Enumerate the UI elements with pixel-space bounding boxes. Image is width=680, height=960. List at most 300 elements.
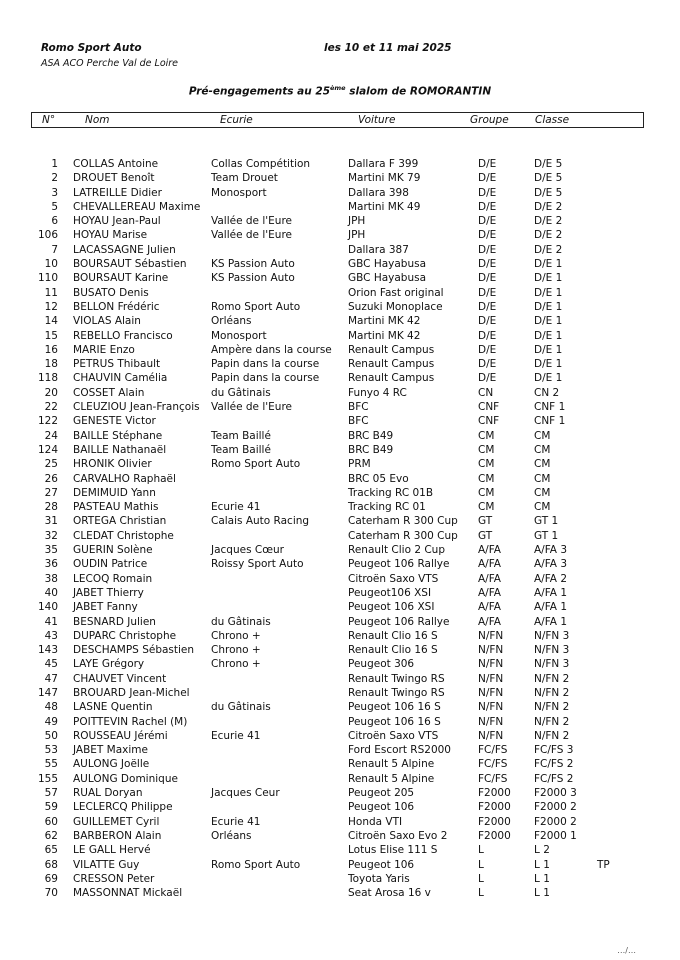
group-code: A/FA (478, 572, 501, 585)
car-name: Lotus Elise 111 S (348, 844, 438, 857)
driver-name: MARIE Enzo (73, 343, 135, 356)
team-name: du Gâtinais (211, 615, 271, 628)
driver-name: BESNARD Julien (73, 615, 156, 628)
class-code: D/E 2 (534, 243, 563, 256)
driver-name: BOURSAUT Karine (73, 272, 169, 285)
group-code: A/FA (478, 586, 501, 599)
table-row (0, 886, 680, 900)
class-code: D/E 1 (534, 286, 563, 299)
group-code: GT (478, 515, 493, 528)
car-name: Caterham R 300 Cup (348, 529, 458, 542)
car-name: Peugeot 106 16 S (348, 701, 441, 714)
table-row (0, 743, 680, 757)
driver-name: CLEUZIOU Jean-François (73, 401, 200, 414)
team-name: Orléans (211, 829, 252, 842)
entry-number: 3 (51, 186, 58, 199)
car-name: Peugeot 205 (348, 787, 415, 800)
car-name: BRC 05 Evo (348, 472, 409, 485)
driver-name: LACASSAGNE Julien (73, 243, 176, 256)
car-name: JPH (348, 215, 366, 228)
car-name: Honda VTI (348, 815, 403, 828)
group-code: L (478, 872, 484, 885)
car-name: Peugeot 106 (348, 801, 415, 814)
driver-name: JABET Thierry (73, 586, 144, 599)
team-name: Team Baillé (211, 443, 271, 456)
team-name: Orléans (211, 315, 252, 328)
car-name: Seat Arosa 16 v (348, 887, 431, 900)
class-code: CNF 1 (534, 415, 566, 428)
entry-number: 122 (37, 415, 58, 428)
class-code: F2000 2 (534, 801, 577, 814)
group-code: D/E (478, 243, 497, 256)
driver-name: BELLON Frédéric (73, 300, 160, 313)
driver-name: MASSONNAT Mickaël (73, 887, 183, 900)
entry-number: 45 (44, 658, 58, 671)
group-code: CM (478, 429, 495, 442)
class-code: D/E 1 (534, 358, 563, 371)
entry-number: 22 (44, 401, 58, 414)
entry-number: 124 (37, 443, 58, 456)
table-row (0, 843, 680, 857)
driver-name: BROUARD Jean-Michel (73, 686, 190, 699)
group-code: D/E (478, 272, 497, 285)
entry-list (0, 157, 680, 900)
class-code: N/FN 2 (534, 729, 570, 742)
driver-name: LATREILLE Didier (73, 186, 162, 199)
entry-number: 65 (44, 844, 58, 857)
table-row (0, 429, 680, 443)
group-code: N/FN (478, 729, 504, 742)
class-code: D/E 1 (534, 329, 563, 342)
group-code: A/FA (478, 558, 501, 571)
table-row (0, 858, 680, 872)
team-name: Romo Sport Auto (211, 858, 301, 871)
group-code: D/E (478, 258, 497, 271)
class-code: CM (534, 429, 551, 442)
team-name: Ampère dans la course (211, 343, 332, 356)
table-row (0, 686, 680, 700)
column-header-no: N° (42, 114, 56, 126)
class-code: D/E 2 (534, 215, 563, 228)
class-code: D/E 1 (534, 300, 563, 313)
driver-name: ROUSSEAU Jérémi (73, 729, 168, 742)
driver-name: CLEDAT Christophe (73, 529, 174, 542)
class-code: N/FN 2 (534, 672, 570, 685)
class-code: N/FN 3 (534, 644, 570, 657)
table-row (0, 629, 680, 643)
team-name: Roissy Sport Auto (211, 558, 304, 571)
class-code: D/E 1 (534, 343, 563, 356)
car-name: Renault 5 Alpine (348, 772, 435, 785)
driver-name: BAILLE Stéphane (73, 429, 163, 442)
class-code: D/E 1 (534, 258, 563, 271)
class-code: D/E 5 (534, 158, 563, 170)
group-code: D/E (478, 229, 497, 242)
entry-number: 36 (44, 558, 58, 571)
entry-number: 27 (44, 486, 58, 499)
driver-name: CARVALHO Raphaël (73, 472, 176, 485)
team-name: Ecurie 41 (211, 501, 261, 514)
group-code: D/E (478, 315, 497, 328)
driver-name: RUAL Doryan (73, 787, 143, 800)
driver-name: CHAUVET Vincent (73, 672, 167, 685)
driver-name: JABET Maxime (73, 744, 148, 757)
driver-name: PETRUS Thibault (73, 358, 161, 371)
entry-number: 10 (44, 258, 58, 271)
entry-number: 70 (44, 887, 58, 900)
entry-number: 143 (37, 644, 58, 657)
car-name: Orion Fast original (348, 286, 444, 299)
group-code: D/E (478, 358, 497, 371)
table-row (0, 457, 680, 471)
entry-number: 106 (37, 229, 58, 242)
car-name: BFC (348, 415, 369, 428)
table-row (0, 186, 680, 200)
team-name: du Gâtinais (211, 701, 271, 714)
table-row (0, 786, 680, 800)
driver-name: COLLAS Antoine (73, 158, 159, 170)
table-row (0, 371, 680, 385)
driver-name: CHEVALLEREAU Maxime (73, 200, 201, 213)
group-code: CM (478, 472, 495, 485)
class-code: N/FN 2 (534, 686, 570, 699)
group-code: CM (478, 458, 495, 471)
team-name: Chrono + (211, 658, 261, 671)
driver-name: LE GALL Hervé (73, 844, 151, 857)
group-code: D/E (478, 200, 497, 213)
group-code: D/E (478, 172, 497, 185)
car-name: Peugeot 106 16 S (348, 715, 441, 728)
class-code: GT 1 (534, 529, 559, 542)
class-code: CNF 1 (534, 401, 566, 414)
class-code: N/FN 2 (534, 715, 570, 728)
group-code: D/E (478, 158, 497, 170)
team-name: Romo Sport Auto (211, 458, 301, 471)
entry-number: 32 (44, 529, 58, 542)
team-name: Papin dans la course (211, 358, 320, 371)
car-name: Citroën Saxo VTS (348, 572, 439, 585)
class-code: A/FA 1 (534, 615, 567, 628)
table-row (0, 829, 680, 843)
car-name: Tracking RC 01 (348, 501, 426, 514)
team-name: Vallée de l'Eure (211, 229, 292, 242)
driver-name: PASTEAU Mathis (73, 501, 159, 514)
entry-number: 118 (37, 372, 58, 385)
group-code: D/E (478, 343, 497, 356)
entry-number: 55 (44, 758, 58, 771)
driver-name: GUILLEMET Cyril (73, 815, 160, 828)
class-code: GT 1 (534, 515, 559, 528)
class-code: A/FA 2 (534, 572, 567, 585)
group-code: CM (478, 501, 495, 514)
car-name: BFC (348, 401, 369, 414)
class-code: D/E 5 (534, 172, 563, 185)
group-code: A/FA (478, 615, 501, 628)
table-row (0, 500, 680, 514)
driver-name: HOYAU Jean-Paul (73, 215, 161, 228)
group-code: CN (478, 386, 494, 399)
group-code: D/E (478, 329, 497, 342)
table-row (0, 700, 680, 714)
table-row (0, 543, 680, 557)
table-row (0, 329, 680, 343)
group-code: F2000 (478, 787, 511, 800)
document-title (0, 84, 680, 98)
car-name: GBC Hayabusa (348, 258, 427, 271)
table-row (0, 286, 680, 300)
entry-number: 59 (44, 801, 58, 814)
entry-number: 35 (44, 544, 58, 557)
class-code: CM (534, 458, 551, 471)
entry-number: 57 (44, 787, 58, 800)
class-code: D/E 2 (534, 229, 563, 242)
car-name: Funyo 4 RC (348, 386, 407, 399)
entry-number: 2 (51, 172, 58, 185)
driver-name: GUERIN Solène (73, 544, 153, 557)
table-row (0, 757, 680, 771)
table-row (0, 529, 680, 543)
entry-number: 155 (37, 772, 58, 785)
entry-number: 15 (44, 329, 58, 342)
table-row (0, 486, 680, 500)
car-name: Renault 5 Alpine (348, 758, 435, 771)
car-name: Martini MK 42 (348, 329, 421, 342)
entry-number: 31 (44, 515, 58, 528)
group-code: D/E (478, 186, 497, 199)
driver-name: BAILLE Nathanaël (73, 443, 167, 456)
car-name: JPH (348, 229, 366, 242)
driver-name: LAYE Grégory (73, 658, 145, 671)
driver-name: BOURSAUT Sébastien (73, 258, 187, 271)
car-name: Martini MK 42 (348, 315, 421, 328)
table-row (0, 572, 680, 586)
class-code: FC/FS 2 (534, 758, 574, 771)
driver-name: CHAUVIN Camélia (73, 372, 168, 385)
car-name: Renault Twingo RS (348, 686, 445, 699)
class-code: A/FA 1 (534, 586, 567, 599)
club-name: Romo Sport Auto (41, 42, 142, 54)
table-row (0, 243, 680, 257)
table-row (0, 472, 680, 486)
entry-number: 110 (37, 272, 58, 285)
class-code: D/E 2 (534, 200, 563, 213)
team-name: Vallée de l'Eure (211, 215, 292, 228)
table-row (0, 443, 680, 457)
class-code: N/FN 2 (534, 701, 570, 714)
table-row (0, 643, 680, 657)
table-row (0, 586, 680, 600)
driver-name: AULONG Dominique (73, 772, 178, 785)
group-code: F2000 (478, 815, 511, 828)
table-row (0, 729, 680, 743)
car-name: Citroën Saxo Evo 2 (348, 829, 448, 842)
team-name: Calais Auto Racing (211, 515, 310, 528)
entry-number: 41 (44, 615, 58, 628)
group-code: F2000 (478, 829, 511, 842)
table-row (0, 800, 680, 814)
class-code: F2000 2 (534, 815, 577, 828)
title-after: slalom de ROMORANTIN (345, 85, 492, 98)
group-code: GT (478, 529, 493, 542)
class-code: L 1 (534, 858, 550, 871)
class-code: D/E 1 (534, 272, 563, 285)
title-sup: ème (330, 84, 346, 92)
team-name: Jacques Ceur (211, 787, 280, 800)
entry-number: 12 (44, 300, 58, 313)
team-name: KS Passion Auto (211, 272, 295, 285)
team-name: Ecurie 41 (211, 815, 261, 828)
class-code: L 1 (534, 872, 550, 885)
column-header-ecurie: Ecurie (220, 114, 253, 126)
driver-name: BUSATO Denis (73, 286, 149, 299)
entry-number: 16 (44, 343, 58, 356)
entry-number: 47 (44, 672, 58, 685)
class-code: FC/FS 2 (534, 772, 574, 785)
team-name: KS Passion Auto (211, 258, 295, 271)
car-name: Caterham R 300 Cup (348, 515, 458, 528)
class-code: D/E 1 (534, 315, 563, 328)
driver-name: LECOQ Romain (73, 572, 153, 585)
group-code: L (478, 887, 484, 900)
table-row (0, 228, 680, 242)
class-code: N/FN 3 (534, 629, 570, 642)
group-code: A/FA (478, 544, 501, 557)
group-code: CM (478, 443, 495, 456)
car-name: Dallara F 399 (348, 158, 419, 170)
class-code: FC/FS 3 (534, 744, 574, 757)
class-code: L 2 (534, 844, 550, 857)
class-code: F2000 1 (534, 829, 577, 842)
team-name: Papin dans la course (211, 372, 320, 385)
entry-number: 6 (51, 215, 58, 228)
entry-number: 60 (44, 815, 58, 828)
entry-number: 147 (37, 686, 58, 699)
car-name: Ford Escort RS2000 (348, 744, 451, 757)
driver-name: VILATTE Guy (73, 858, 140, 871)
car-name: Peugeot 306 (348, 658, 415, 671)
table-row (0, 414, 680, 428)
table-row (0, 772, 680, 786)
column-header-nom: Nom (85, 114, 110, 126)
title-before: Pré-engagements au 25 (188, 85, 330, 98)
group-code: N/FN (478, 629, 504, 642)
driver-name: VIOLAS Alain (73, 315, 141, 328)
car-name: Renault Campus (348, 358, 435, 371)
team-name: Vallée de l'Eure (211, 401, 292, 414)
column-header-groupe: Groupe (470, 114, 509, 126)
car-name: Renault Twingo RS (348, 672, 445, 685)
column-header-voiture: Voiture (358, 114, 396, 126)
car-name: Martini MK 49 (348, 200, 421, 213)
table-row (0, 357, 680, 371)
entry-number: 49 (44, 715, 58, 728)
table-row (0, 715, 680, 729)
driver-name: JABET Fanny (73, 601, 138, 614)
car-name: Peugeot 106 Rallye (348, 615, 450, 628)
group-code: L (478, 858, 484, 871)
entry-number: 26 (44, 472, 58, 485)
car-name: Peugeot 106 Rallye (348, 558, 450, 571)
class-code: CM (534, 472, 551, 485)
car-name: GBC Hayabusa (348, 272, 427, 285)
class-code: D/E 5 (534, 186, 563, 199)
car-name: Peugeot 106 XSI (348, 601, 435, 614)
team-name: Collas Compétition (211, 158, 311, 170)
entry-number: 5 (51, 200, 58, 213)
driver-name: POITTEVIN Rachel (M) (73, 715, 188, 728)
team-name: Monosport (211, 329, 267, 342)
group-code: D/E (478, 215, 497, 228)
group-code: FC/FS (478, 772, 508, 785)
team-name: Monosport (211, 186, 267, 199)
page-continuation: …/… (617, 946, 636, 955)
class-code: L 1 (534, 887, 550, 900)
driver-name: LECLERCQ Philippe (73, 801, 173, 814)
group-code: F2000 (478, 801, 511, 814)
entry-number: 7 (51, 243, 58, 256)
car-name: Citroën Saxo VTS (348, 729, 439, 742)
table-row (0, 657, 680, 671)
table-row (0, 271, 680, 285)
driver-name: REBELLO Francisco (73, 329, 173, 342)
entry-number: 53 (44, 744, 58, 757)
class-code: CM (534, 501, 551, 514)
class-code: A/FA 3 (534, 558, 567, 571)
driver-name: HOYAU Marise (73, 229, 148, 242)
extra-note: TP (597, 858, 610, 871)
table-row (0, 214, 680, 228)
car-name: BRC B49 (348, 443, 394, 456)
group-code: CNF (478, 401, 500, 414)
event-dates: les 10 et 11 mai 2025 (324, 42, 452, 54)
car-name: Renault Clio 16 S (348, 644, 438, 657)
entry-number: 28 (44, 501, 58, 514)
group-code: CNF (478, 415, 500, 428)
car-name: Renault Campus (348, 343, 435, 356)
driver-name: ORTEGA Christian (73, 515, 167, 528)
driver-name: GENESTE Victor (73, 415, 156, 428)
entry-number: 25 (44, 458, 58, 471)
group-code: N/FN (478, 701, 504, 714)
car-name: Martini MK 79 (348, 172, 421, 185)
team-name: Chrono + (211, 629, 261, 642)
entry-number: 68 (44, 858, 58, 871)
table-row (0, 400, 680, 414)
group-code: CM (478, 486, 495, 499)
table-row (0, 514, 680, 528)
group-code: N/FN (478, 715, 504, 728)
column-header-classe: Classe (535, 114, 570, 126)
car-name: BRC B49 (348, 429, 394, 442)
driver-name: BARBERON Alain (73, 829, 162, 842)
entry-number: 62 (44, 829, 58, 842)
table-row (0, 300, 680, 314)
group-code: FC/FS (478, 758, 508, 771)
class-code: N/FN 3 (534, 658, 570, 671)
driver-name: COSSET Alain (73, 386, 145, 399)
group-code: D/E (478, 286, 497, 299)
table-row (0, 343, 680, 357)
car-name: Renault Campus (348, 372, 435, 385)
table-row (0, 600, 680, 614)
group-code: FC/FS (478, 744, 508, 757)
entry-number: 69 (44, 872, 58, 885)
group-code: L (478, 844, 484, 857)
entry-number: 140 (37, 601, 58, 614)
driver-name: DESCHAMPS Sébastien (73, 644, 195, 657)
class-code: CM (534, 486, 551, 499)
team-name: Jacques Cœur (211, 544, 284, 557)
